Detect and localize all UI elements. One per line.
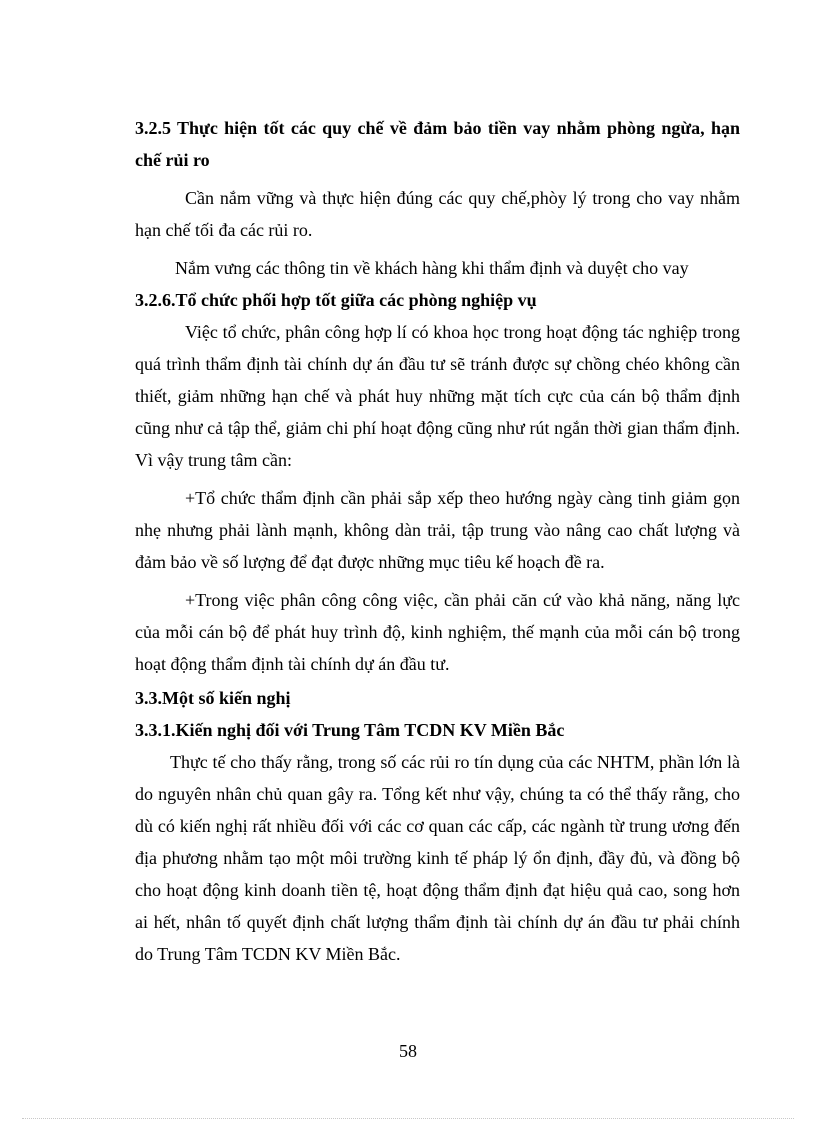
heading-3-3: 3.3.Một số kiến nghị [135,688,291,708]
page-bottom-divider [22,1118,794,1119]
page-number: 58 [399,1041,417,1061]
heading-3-2-6: 3.2.6.Tổ chức phối hợp tốt giữa các phòng nghiệp vụ [135,290,537,310]
document-body [135,112,740,970]
paragraph: Việc tổ chức, phân công hợp lí có khoa học trong hoạt động tác nghiệp trong quá trình thẩm định tài chính dự án đầu tư sẽ tránh được sự chồng chéo không cần thiết, giảm những hạn chế và phát huy những mặt tích cực của cán bộ thẩm định cũng như cả tập thể, giảm chi phí hoạt động cũng như rút ngắn thời gian thẩm định. Vì vậy trung tâm cần: [135,322,740,470]
paragraph: +Tổ chức thẩm định cần phải sắp xếp theo hướng ngày càng tinh giảm gọn nhẹ nhưng phải lành mạnh, không dàn trải, tập trung vào nâng cao chất lượng và đảm bảo về số lượng để đạt được những mục tiêu kế hoạch đề ra. [135,488,740,572]
paragraph: Thực tế cho thấy rằng, trong số các rủi ro tín dụng của các NHTM, phần lớn là do nguyên nhân chủ quan gây ra. Tổng kết như vậy, chúng ta có thể thấy rằng, cho dù có kiến nghị rất nhiều đối với các cơ quan các cấp, các ngành từ trung ương đến địa phương nhằm tạo một môi trường kinh tế pháp lý ổn định, đầy đủ, và đồng bộ cho hoạt động kinh doanh tiền tệ, hoạt động thẩm định đạt hiệu quả cao, song hơn ai hết, nhân tố quyết định chất lượng thẩm định tài chính dự án đầu tư phải chính do Trung Tâm TCDN KV Miền Bắc. [135,752,740,964]
heading-3-2-5: 3.2.5 Thực hiện tốt các quy chế về đảm bảo tiền vay nhằm phòng ngừa, hạn chế rủi ro [135,118,740,170]
paragraph: Nắm vưng các thông tin về khách hàng khi thẩm định và duyệt cho vay [175,258,689,278]
heading-3-3-1: 3.3.1.Kiến nghị đối với Trung Tâm TCDN KV Miền Bắc [135,720,565,740]
paragraph: Cần nắm vững và thực hiện đúng các quy chế,phòy lý trong cho vay nhằm hạn chế tối đa các rủi ro. [135,188,740,240]
paragraph: +Trong việc phân công công việc, cần phải căn cứ vào khả năng, năng lực của mỗi cán bộ để phát huy trình độ, kinh nghiệm, thế mạnh của mỗi cán bộ trong hoạt động thẩm định tài chính dự án đầu tư. [135,590,740,674]
